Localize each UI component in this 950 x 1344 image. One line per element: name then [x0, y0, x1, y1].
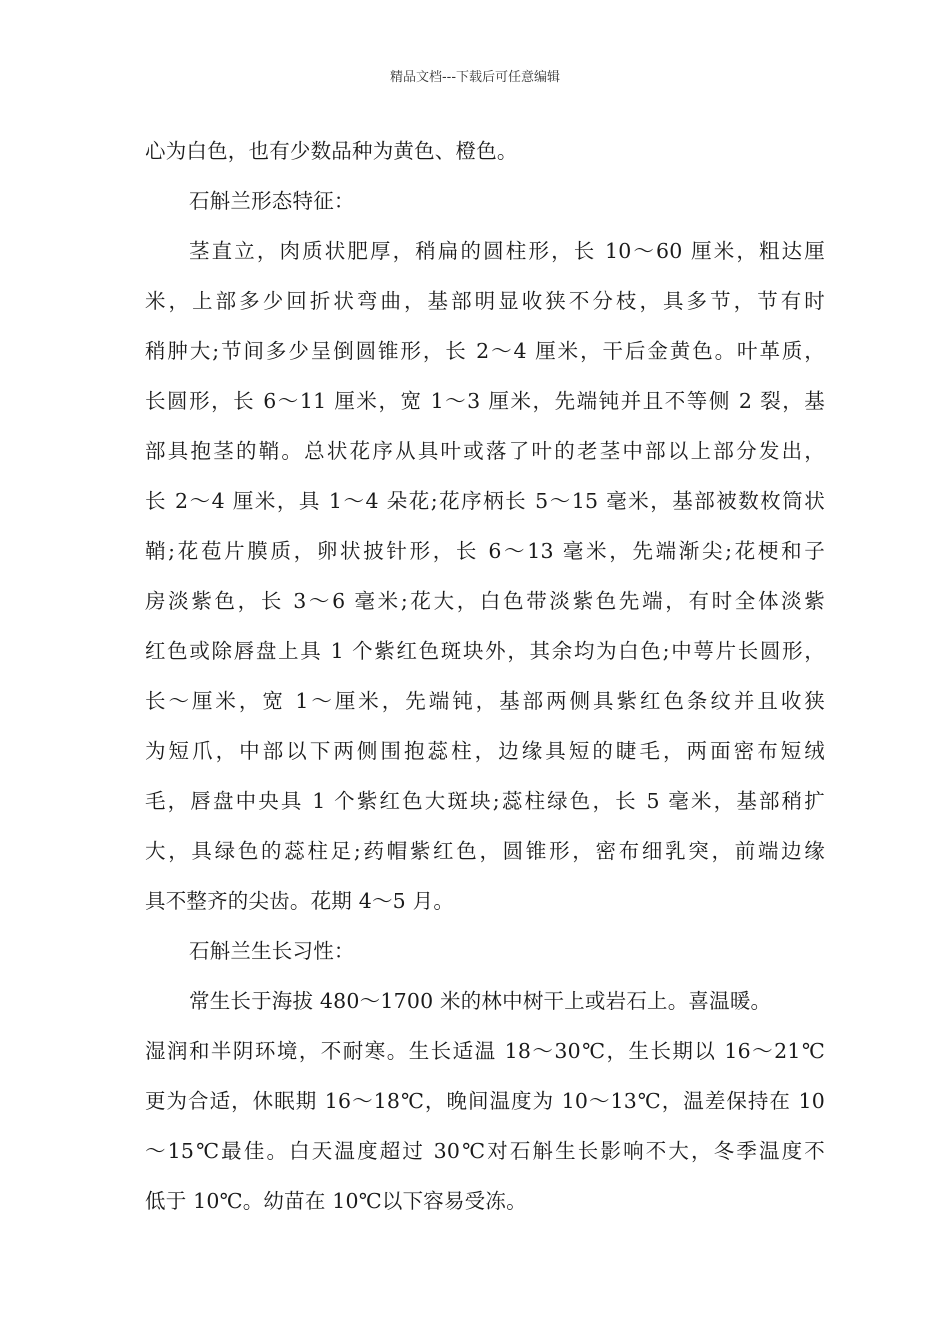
text-line: 长圆形，长 6～11 厘米，宽 1～3 厘米，先端钝并且不等侧 2 裂，基 — [145, 389, 825, 413]
text-line: 房淡紫色，长 3～6 毫米;花大，白色带淡紫色先端，有时全体淡紫 — [145, 589, 825, 613]
text-line: ～15℃最佳。白天温度超过 30℃对石斛生长影响不大，冬季温度不 — [145, 1139, 825, 1163]
text-line: 部具抱茎的鞘。总状花序从具叶或落了叶的老茎中部以上部分发出， — [145, 439, 825, 463]
text-line: 米，上部多少回折状弯曲，基部明显收狭不分枝，具多节，节有时 — [145, 289, 825, 313]
text-line: 低于 10℃。幼苗在 10℃以下容易受冻。 — [145, 1189, 527, 1213]
text-line: 为短爪，中部以下两侧围抱蕊柱，边缘具短的睫毛，两面密布短绒 — [145, 739, 825, 763]
text-line: 稍肿大;节间多少呈倒圆锥形，长 2～4 厘米，干后金黄色。叶革质， — [145, 339, 825, 363]
text-line: 茎直立，肉质状肥厚，稍扁的圆柱形，长 10～60 厘米，粗达厘 — [189, 239, 825, 263]
text-line: 长 2～4 厘米，具 1～4 朵花;花序柄长 5～15 毫米，基部被数枚筒状 — [145, 489, 825, 513]
section-heading-morphology: 石斛兰形态特征： — [189, 189, 355, 213]
text-line: 湿润和半阴环境，不耐寒。生长适温 18～30℃，生长期以 16～21℃ — [145, 1039, 825, 1063]
text-line: 大，具绿色的蕊柱足;药帽紫红色，圆锥形，密布细乳突，前端边缘 — [145, 839, 825, 863]
text-line: 心为白色，也有少数品种为黄色、橙色。 — [145, 139, 518, 163]
text-line: 具不整齐的尖齿。花期 4～5 月。 — [145, 889, 455, 913]
text-line: 鞘;花苞片膜质，卵状披针形，长 6～13 毫米，先端渐尖;花梗和子 — [145, 539, 825, 563]
text-line: 长～厘米，宽 1～厘米，先端钝，基部两侧具紫红色条纹并且收狭 — [145, 689, 825, 713]
text-line: 红色或除唇盘上具 1 个紫红色斑块外，其余均为白色;中萼片长圆形， — [145, 639, 825, 663]
page-header: 精品文档---下载后可任意编辑 — [389, 70, 561, 85]
text-line: 常生长于海拔 480～1700 米的林中树干上或岩石上。喜温暖。 — [189, 989, 772, 1013]
text-line: 毛，唇盘中央具 1 个紫红色大斑块;蕊柱绿色，长 5 毫米，基部稍扩 — [145, 789, 825, 813]
section-heading-habits: 石斛兰生长习性： — [189, 939, 355, 963]
text-line: 更为合适，休眠期 16～18℃，晚间温度为 10～13℃，温差保持在 10 — [145, 1089, 825, 1113]
document-body — [145, 126, 825, 1226]
